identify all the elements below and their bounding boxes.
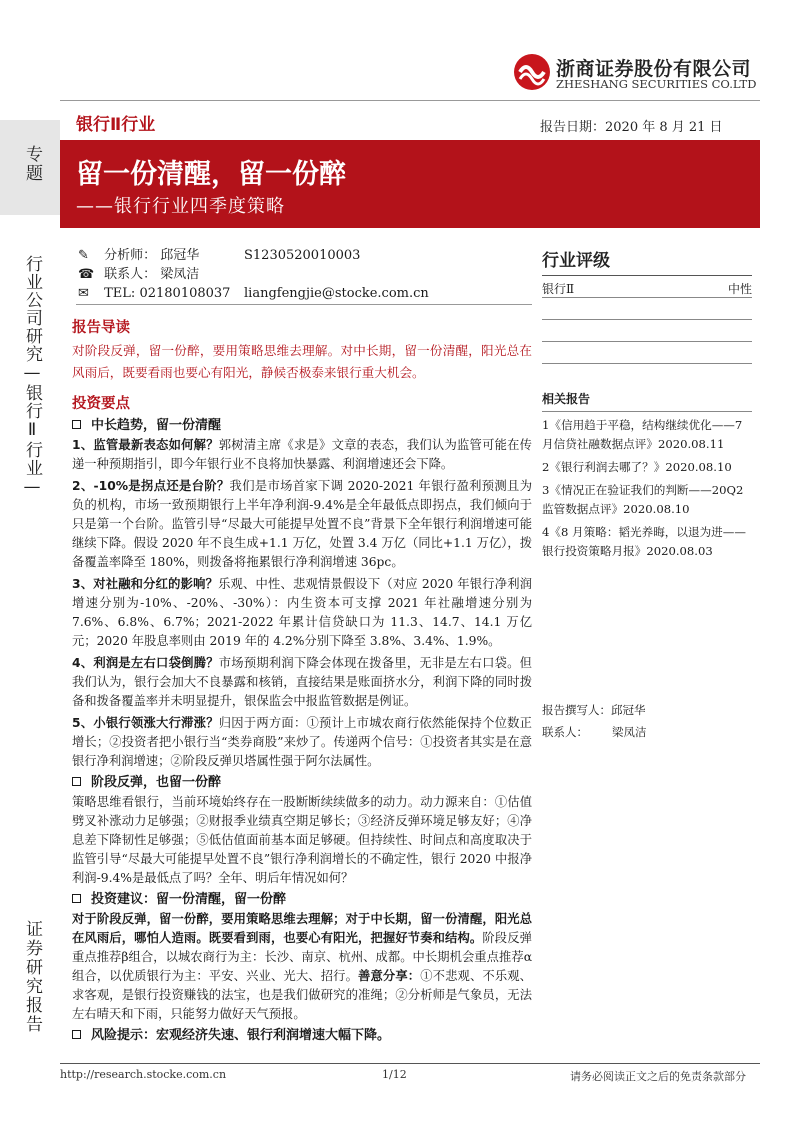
related-report-item[interactable]: 3《情况正在验证我们的判断——20Q2监管数据点评》2020.08.10: [542, 483, 744, 516]
analyst-id: S1230520010003: [244, 248, 361, 263]
tel-label: TEL:: [104, 286, 136, 301]
point-4: 4、利润是左右口袋倒腾？市场预期利润下降会体现在拨备里，无非是左右口袋。但我们认为，银行会加大不良暴露和核销，直接结果是账面挤水分，利润下降的同时拨备和拨备覆盖率并未明显提升，银保监会中报监管数据是例证。: [72, 656, 532, 708]
writer-row: 报告撰写人：邱冠华: [542, 703, 646, 717]
tel-number: 02180108037: [139, 286, 231, 301]
email-link[interactable]: liangfengjie@stocke.com.cn: [244, 286, 429, 301]
report-date: 报告日期：2020 年 8 月 21 日: [540, 120, 723, 135]
logo-english-name: ZHESHANG SECURITIES CO.LTD: [556, 77, 757, 91]
section-title-4: 风险提示：宏观经济失速、银行利润增速大幅下降。: [72, 1026, 532, 1046]
checkbox-square-icon: [72, 894, 81, 903]
checkbox-square-icon: [72, 777, 81, 786]
contact-label: 联系人：: [104, 267, 157, 282]
label-special-topic: 专题: [22, 145, 42, 183]
section-title-3: 投资建议：留一份清醒，留一份醉: [72, 890, 532, 910]
contact-row: [78, 265, 528, 284]
rating-empty-line: [542, 298, 752, 320]
related-report-item[interactable]: 1《信用趋于平稳，结构继续优化——7月信贷社融数据点评》2020.08.11: [542, 418, 743, 451]
rating-industry: 银行Ⅱ: [542, 282, 575, 296]
point-3: 3、对社融和分红的影响？乐观、中性、悲观情景假设下（对应 2020 年银行净利润增速分别为-10%、-20%、-30%）：内生资本可支撑 2021 年社融增速分别为 7.6%、6.8%、6.7%；2021-2022 年累计信贷缺口为 11.3、14.7、14.1 万亿元；2020 年股息率则由 2019 年的 4.2%分别下降至 3.8%、3.4%、1.9%。: [72, 577, 532, 648]
page-number: 1/12: [382, 1068, 407, 1081]
right-column: [542, 246, 752, 743]
logo-mark-icon: [512, 52, 552, 92]
analyst-label: 分析师：: [104, 248, 157, 263]
company-logo: [512, 52, 757, 94]
footer-disclaimer: 请务必阅读正文之后的免责条款部分: [570, 1070, 746, 1083]
intro-heading: 报告导读: [72, 320, 130, 336]
label-research-type: 行业公司研究—银行Ⅱ行业—: [22, 255, 42, 498]
title-band: [60, 140, 760, 228]
point-1: 1、监管最新表态如何解？郭树清主席《求是》文章的表态，我们认为监管可能在传递一种预期指引，即今年银行业不良将加快暴露、利润增速还会下降。: [72, 438, 532, 471]
writer-name: 邱冠华: [611, 703, 646, 717]
author-block: [542, 699, 752, 743]
related-report-item[interactable]: 4《8 月策略：韬光养晦，以退为进——银行投资策略月报》2020.08.03: [542, 525, 746, 558]
rating-empty-line: [542, 342, 752, 364]
mail-icon: ✉: [78, 286, 89, 301]
section-2-text: 策略思维看银行，当前环境始终存在一股断断续续做多的动力。动力源来自：①估值劈叉补涨动力足够强；②财报季业绩真空期足够长；③经济反弹环境足够友好；④净息差下降韧性足够强；⑤低估值面前基本面足够硬。但持续性、时间点和高度取决于监管引导“尽最大可能提早处置不良”银行净利润增长的不确定性，银行 2020 中报净利润-9.4%是最低点了吗？全年、明后年情况如何？: [72, 795, 532, 885]
header-divider: [60, 100, 760, 101]
section-title-1: 中长趋势，留一份清醒: [72, 416, 532, 436]
checkbox-square-icon: [72, 1030, 81, 1039]
intro-text: 对阶段反弹，留一份醉，要用策略思维去理解。对中长期，留一份清醒，阳光总在风雨后，既要看雨也要心有阳光，静候否极泰来银行重大机会。: [72, 343, 532, 380]
checkbox-square-icon: [72, 420, 81, 429]
pen-icon: ✎: [78, 248, 89, 263]
rating-value: 中性: [727, 282, 752, 296]
analyst-name: 邱冠华: [160, 248, 200, 263]
logo-chinese-name: 浙商证券股份有限公司: [556, 58, 752, 80]
report-title: 留一份清醒，留一份醉: [76, 159, 346, 190]
main-column: [72, 318, 532, 1046]
author-contact-name: 梁凤洁: [612, 725, 647, 739]
report-subtitle: ——银行行业四季度策略: [76, 196, 285, 217]
contact-name: 梁凤洁: [160, 267, 200, 282]
footer-url[interactable]: http://research.stocke.com.cn: [60, 1068, 227, 1081]
rating-empty-line: [542, 320, 752, 342]
author-contact-row: 联系人： 梁凤洁: [542, 725, 647, 739]
point-2: 2、-10%是拐点还是台阶？我们是市场首家下调 2020-2021 年银行盈利预测且为负的机构，市场一致预期银行上半年净利润-9.4%是全年最低点即拐点，我们倾向于只是第一个台阶。监管引导“尽最大可能提早处置不良”背景下全年银行利润增速可能继续下降。假设 2020 年不良生成+1.1 万亿，处置 3.4 万亿（同比+1.1 万亿），拨备覆盖率降至 180%，则拨备将拖累银行净利润增速 36pc。: [72, 479, 532, 569]
section-title-2: 阶段反弹，也留一份醉: [72, 773, 532, 793]
rating-title: 行业评级: [542, 246, 752, 276]
analyst-divider: [76, 304, 532, 305]
footer-divider: [60, 1063, 760, 1064]
related-report-item[interactable]: 2《银行利润去哪了？》2020.08.10: [542, 460, 732, 474]
points-heading: 投资要点: [72, 396, 130, 412]
sector-name: 银行Ⅱ行业: [76, 115, 156, 135]
section-3-text: 对于阶段反弹，留一份醉，要用策略思维去理解；对于中长期，留一份清醒，阳光总在风雨后，哪怕人造雨。既要看到雨，也要心有阳光，把握好节奏和结构。阶段反弹重点推荐β组合，以城农商行为主：长沙、南京、杭州、成都。中长期机会重点推荐α组合，以优质银行为主：平安、兴业、光大、招行。善意分享：①不悲观、不乐观、求客观，是银行投资赚钱的法宝，也是我们做研究的准绳；②分析师是气象员，无法左右晴天和下雨，只能努力做好天气预报。: [72, 912, 532, 1021]
phone-icon: ☎: [78, 267, 95, 282]
label-securities-report: 证券研究报告: [22, 920, 42, 1034]
point-5: 5、小银行领涨大行滞涨？归因于两方面：①预计上市城农商行依然能保持个位数正增长；②投资者把小银行当“类券商股”来炒了。传递两个信号：①投资者其实是在意银行净利润增速；②阶段反弹贝塔属性强于阿尔法属性。: [72, 716, 532, 768]
analyst-row: [78, 246, 528, 265]
analyst-block: [78, 246, 528, 303]
related-reports-title: 相关报告: [542, 390, 752, 412]
left-vertical-strip: [0, 0, 60, 1132]
tel-row: [78, 284, 528, 303]
rating-row: [542, 276, 752, 298]
